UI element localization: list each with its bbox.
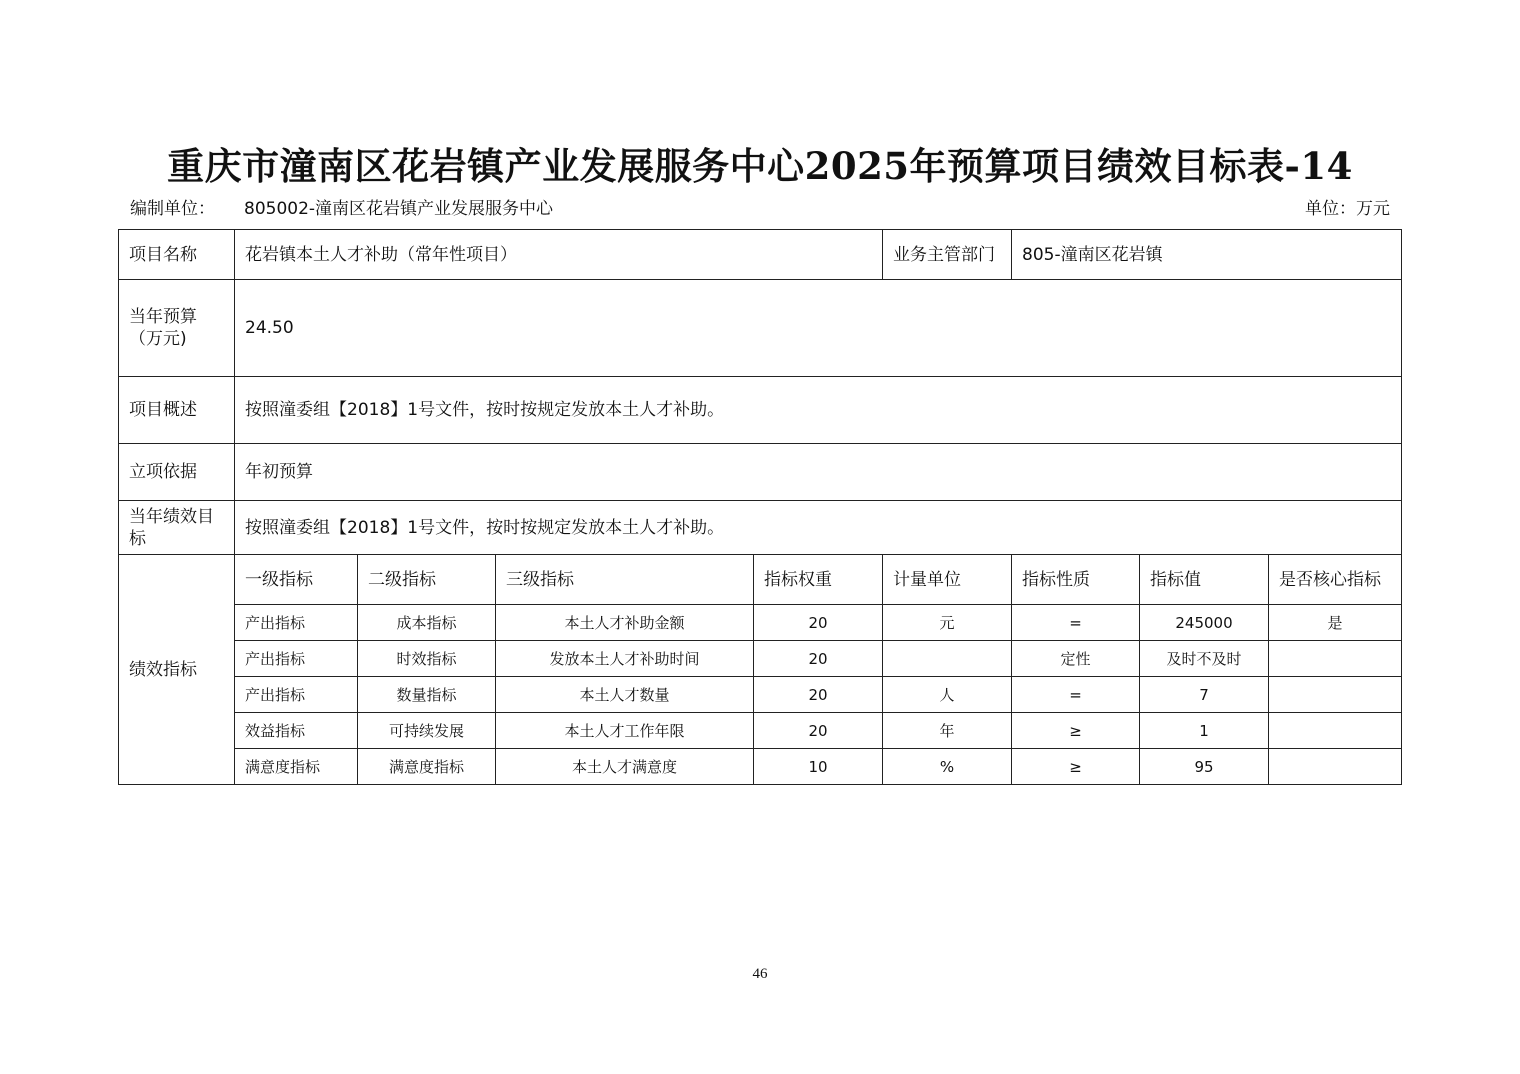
goal-row [119,501,1402,555]
kpi-core [1269,677,1402,713]
kpi-level1: 满意度指标 [235,749,358,785]
kpi-level3: 本土人才满意度 [496,749,754,785]
kpi-unit: % [883,749,1012,785]
kpi-label: 绩效指标 [119,555,235,785]
kpi-unit: 人 [883,677,1012,713]
kpi-nature: ≥ [1012,749,1140,785]
project-name-value: 花岩镇本土人才补助（常年性项目） [235,230,883,280]
goal-value: 按照潼委组【2018】1号文件，按时按规定发放本土人才补助。 [235,501,1402,555]
kpi-value: 245000 [1140,605,1269,641]
kpi-level3: 本土人才补助金额 [496,605,754,641]
basis-row [119,444,1402,501]
kpi-level2: 数量指标 [358,677,496,713]
kpi-level2: 可持续发展 [358,713,496,749]
kpi-weight: 20 [754,713,883,749]
kpi-nature: = [1012,605,1140,641]
kpi-level1: 效益指标 [235,713,358,749]
dept-label: 业务主管部门 [883,230,1012,280]
kpi-core [1269,641,1402,677]
kpi-level1: 产出指标 [235,677,358,713]
project-name-label: 项目名称 [119,230,235,280]
kpi-header-level3: 三级指标 [496,555,754,605]
overview-value: 按照潼委组【2018】1号文件，按时按规定发放本土人才补助。 [235,377,1402,444]
basis-label: 立项依据 [119,444,235,501]
kpi-nature: 定性 [1012,641,1140,677]
kpi-level3: 本土人才数量 [496,677,754,713]
kpi-value: 95 [1140,749,1269,785]
table-row [119,713,1402,749]
kpi-level2: 满意度指标 [358,749,496,785]
table-row [119,677,1402,713]
dept-value: 805-潼南区花岩镇 [1012,230,1402,280]
kpi-header-weight: 指标权重 [754,555,883,605]
kpi-level1: 产出指标 [235,641,358,677]
page-title: 重庆市潼南区花岩镇产业发展服务中心2025年预算项目绩效目标表-14 [167,144,1353,188]
kpi-weight: 10 [754,749,883,785]
overview-row [119,377,1402,444]
kpi-value: 7 [1140,677,1269,713]
overview-label: 项目概述 [119,377,235,444]
kpi-header-unit: 计量单位 [883,555,1012,605]
kpi-level3: 本土人才工作年限 [496,713,754,749]
currency-unit: 单位：万元 [1305,199,1390,219]
kpi-header-level2: 二级指标 [358,555,496,605]
kpi-header-nature: 指标性质 [1012,555,1140,605]
kpi-header-row [119,555,1402,605]
table-row [119,641,1402,677]
page-number: 46 [752,966,768,982]
kpi-level3: 发放本土人才补助时间 [496,641,754,677]
table-row [119,605,1402,641]
kpi-weight: 20 [754,605,883,641]
kpi-unit: 元 [883,605,1012,641]
kpi-nature: ≥ [1012,713,1140,749]
performance-target-table [118,229,1402,785]
kpi-weight: 20 [754,641,883,677]
kpi-value: 及时不及时 [1140,641,1269,677]
kpi-header-level1: 一级指标 [235,555,358,605]
compiling-unit-value: 805002-潼南区花岩镇产业发展服务中心 [244,199,554,219]
compiling-unit-label: 编制单位： [130,199,215,219]
budget-row [119,280,1402,377]
kpi-header-core: 是否核心指标 [1269,555,1402,605]
kpi-weight: 20 [754,677,883,713]
kpi-level2: 时效指标 [358,641,496,677]
kpi-core: 是 [1269,605,1402,641]
kpi-nature: = [1012,677,1140,713]
kpi-unit [883,641,1012,677]
kpi-value: 1 [1140,713,1269,749]
kpi-level1: 产出指标 [235,605,358,641]
kpi-level2: 成本指标 [358,605,496,641]
kpi-core [1269,713,1402,749]
budget-value: 24.50 [235,280,1402,377]
kpi-header-value: 指标值 [1140,555,1269,605]
kpi-unit: 年 [883,713,1012,749]
basis-value: 年初预算 [235,444,1402,501]
project-name-row [119,230,1402,280]
table-row [119,749,1402,785]
kpi-core [1269,749,1402,785]
budget-label: 当年预算（万元) [119,280,235,377]
goal-label: 当年绩效目标 [119,501,235,555]
